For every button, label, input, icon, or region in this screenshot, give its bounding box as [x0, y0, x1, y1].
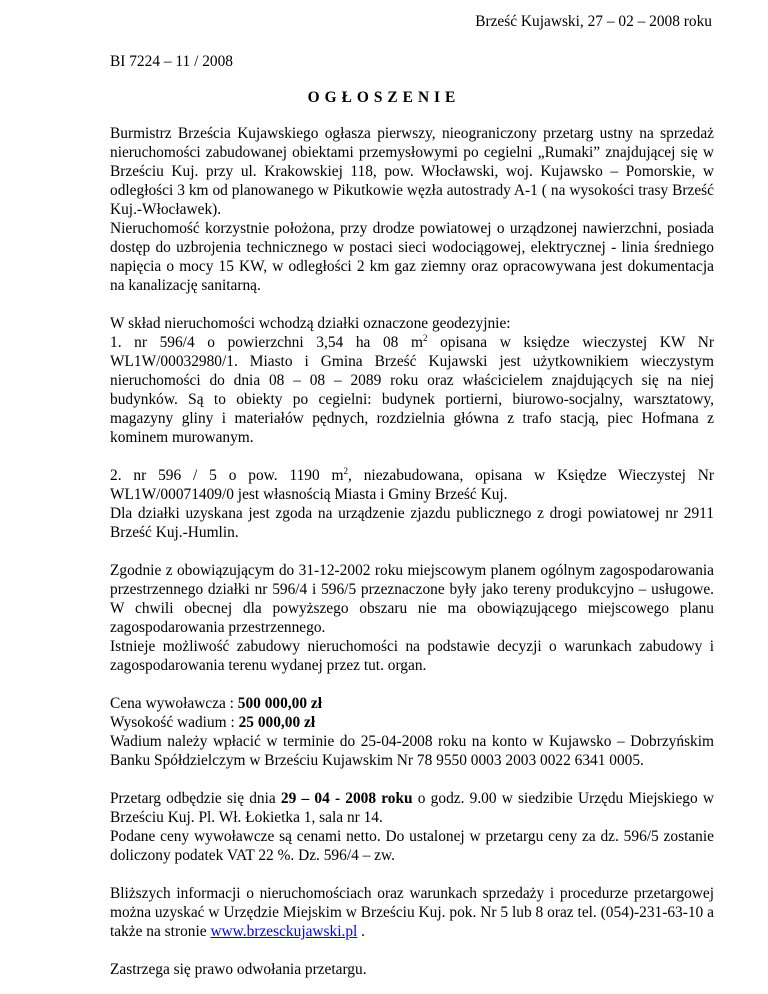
- parcel-2-text: 2. nr 596 / 5 o pow. 1190 $m^2$, niezabudowana, opisana w Księdze Wieczystej Nr WL1W/00071409/0 jest własnością Miasta i Gminy Brześć Kuj.: [110, 465, 715, 503]
- auction-section: Przetarg odbędzie się dnia 29 – 04 - 2008 roku o godz. 9.00 w siedzibie Urzędu Miejskiego w Brześciu Kuj. Pl. Wł. Łokietka 1, sala nr 14. Podane ceny wywoławcze są cenami netto. Do ustalonej w przetargu ceny za dz. 596/5 zostanie doliczony podatek VAT 22 %. Dz. 596/4 – zw.: [110, 790, 714, 864]
- price-label: Cena wywoławcza :: [110, 695, 238, 712]
- intro-section: [110, 124, 714, 295]
- reference-number: BI 7224 – 11 / 2008: [110, 53, 233, 70]
- parcels-section: [110, 314, 714, 447]
- parcel-1-text: 1. nr 596/4 o powierzchni 3,54 ha 08 $m^2$ opisana w księdze wieczystej KW Nr WL1W/00032980/1. Miasto i Gmina Brześć Kujawski jest użytkownikiem wieczystym nieruchomości do dnia 08 – 08 – 2089 roku oraz właścicielem znajdujących się na niej budynków. Są to obiekty po cegielni: budynek portierni, biurowo-socjalny, warsztatowy, magazyny gliny i materiałów pędnych, rozdzielnia główna z trafo stacją, piec Hofmana z kominem murowanym.: [110, 332, 714, 446]
- parcel-2-note: Dla działki uzyskana jest zgoda na urządzenie zjazdu publicznego z drogi powiatowej nr 2911 Brześć Kuj.-Humlin.: [110, 505, 714, 541]
- zoning-section: [110, 561, 714, 675]
- closing-note: Zastrzega się prawo odwołania przetargu.: [110, 961, 367, 978]
- intro-paragraph-2: Nieruchomość korzystnie położona, przy drodze powiatowej o urządzonej nawierzchni, posiada dostęp do uzbrojenia technicznego w postaci sieci wodociągowej, elektrycznej - linia średniego napięcia o mocy 15 KW, w odległości 2 km gaz ziemny oraz opracowywana jest dokumentacja na kanalizację sanitarną.: [110, 220, 714, 294]
- place-date: Brześć Kujawski, 27 – 02 – 2008 roku: [475, 13, 712, 30]
- deposit-value: 25 000,00 zł: [238, 714, 316, 731]
- intro-paragraph-1: Burmistrz Brześcia Kujawskiego ogłasza pierwszy, nieograniczony przetarg ustny na sprzedaż nieruchomości zabudowanej obiektami przemysłowymi po cegielni „Rumaki” znajdującej się w Brześciu Kuj. przy ul. Krakowskiej 118, pow. Włocławski, woj. Kujawsko – Pomorskie, w odległości 3 km od planowanego w Pikutkowie węzła autostrady A-1 ( na wysokości trasy Brześć Kuj.-Włocławek).: [110, 125, 714, 218]
- deposit-label: Wysokość wadium :: [110, 714, 239, 731]
- info-section: Bliższych informacji o nieruchomościach oraz warunkach sprzedaży i procedurze przetargowej można uzyskać w Urzędzie Miejskim w Brześciu Kuj. pok. Nr 5 lub 8 oraz tel. (054)-231-63-10 a także na stronie www.brzesckujawski.pl .: [110, 885, 714, 940]
- auction-date: 29 – 04 - 2008 roku: [280, 790, 413, 807]
- zoning-paragraph-1: Zgodnie z obowiązującym do 31-12-2002 roku miejscowym planem ogólnym zagospodarowania przestrzennego działki nr 596/4 i 596/5 przeznaczone były jako tereny produkcyjno – usługowe. W chwili obecnej dla powyższego obszaru nie ma obowiązującego miejscowego planu zagospodarowania przestrzennego.: [110, 562, 714, 636]
- page-title: OGŁOSZENIE: [307, 89, 461, 106]
- vat-note: Podane ceny wywoławcze są cenami netto. Do ustalonej w przetargu ceny za dz. 596/5 zostanie doliczony podatek VAT 22 %. Dz. 596/4 – zw.: [110, 828, 714, 864]
- zoning-paragraph-2: Istnieje możliwość zabudowy nieruchomości na podstawie decyzji o warunkach zabudowy i zagospodarowania terenu wydanej przez tut. organ.: [110, 638, 714, 674]
- website-link[interactable]: www.brzesckujawski.pl: [210, 923, 358, 940]
- parcel-2-section: [110, 466, 714, 542]
- price-value: 500 000,00 zł: [237, 695, 322, 712]
- announcement-body: [110, 124, 714, 979]
- price-section: [110, 694, 714, 770]
- payment-info: Wadium należy wpłacić w terminie do 25-04-2008 roku na konto w Kujawsko – Dobrzyńskim Banku Spółdzielczym w Brześciu Kujawskim Nr 78 9550 0003 2003 0022 6341 0005.: [110, 733, 714, 769]
- parcels-lead: W skład nieruchomości wchodzą działki oznaczone geodezyjnie:: [110, 315, 511, 332]
